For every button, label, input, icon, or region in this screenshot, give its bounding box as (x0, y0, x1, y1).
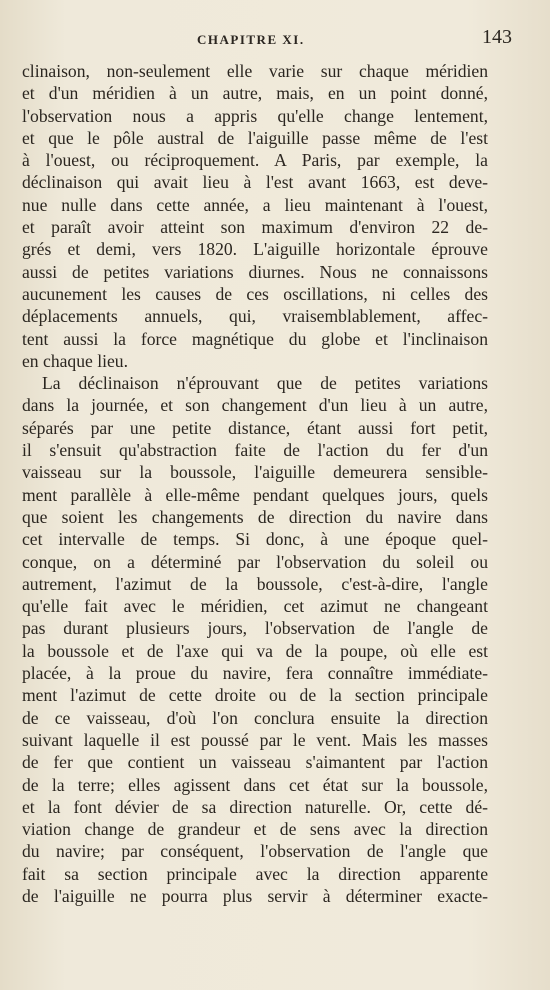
text-line: clinaison, non-seulement elle varie sur chaque méridien (22, 61, 488, 81)
text-line: de fer que contient un vaisseau s'aimantent par l'action (22, 752, 488, 773)
text-line: de ce vaisseau, d'où l'on conclura ensuite la direction (22, 707, 488, 728)
text-line: vaisseau sur la boussole, l'aiguille demeurera sensible- (22, 462, 488, 483)
text-line: ment l'azimut de cette droite ou de la section principale (22, 685, 488, 706)
page-header (0, 28, 550, 52)
text-line: la boussole et de l'axe qui va de la poupe, où elle est (22, 640, 488, 661)
body-text (22, 60, 488, 907)
text-line: nue nulle dans cette année, a lieu maintenant à l'ouest, (22, 194, 488, 215)
text-line: l'observation nous a appris qu'elle change lentement, (22, 105, 488, 126)
text-line: il s'ensuit qu'abstraction faite de l'action du fer d'un (22, 440, 488, 461)
text-line: aussi de petites variations diurnes. Nous ne connaissons (22, 261, 488, 282)
text-line: tent aussi la force magnétique du globe et l'inclinaison (22, 328, 488, 349)
text-line: que soient les changements de direction du navire dans (22, 506, 488, 527)
running-title: CHAPITRE XI. (197, 32, 305, 47)
text-line: déplacements annuels, qui, vraisemblablement, affec- (22, 306, 488, 327)
text-line: aucunement les causes de ces oscillations, ni celles des (22, 283, 488, 304)
text-line: viation change de grandeur et de sens avec la direction (22, 819, 488, 840)
text-line: et que le pôle austral de l'aiguille passe même de l'est (22, 127, 488, 148)
text-line: cet intervalle de temps. Si donc, à une époque quel- (22, 529, 488, 550)
text-line: en chaque lieu. (22, 350, 129, 371)
text-line: grés et demi, vers 1820. L'aiguille horizontale éprouve (22, 239, 488, 260)
text-line: conque, on a déterminé par l'observation du soleil ou (22, 551, 488, 572)
text-line: de l'aiguille ne pourra plus servir à déterminer exacte- (22, 885, 488, 906)
text-line: séparés par une petite distance, étant aussi fort petit, (22, 417, 488, 438)
text-line: La déclinaison n'éprouvant que de petites variations (42, 373, 488, 394)
text-line: de la terre; elles agissent dans cet état sur la boussole, (22, 774, 488, 795)
text-line: et paraît avoir atteint son maximum d'environ 22 de- (22, 217, 488, 238)
text-line: et la font dévier de sa direction naturelle. Or, cette dé- (22, 796, 488, 817)
text-line: fait sa section principale avec la direction apparente (22, 863, 488, 884)
page-number: 143 (482, 26, 512, 48)
text-line: pas durant plusieurs jours, l'observation de l'angle de (22, 618, 488, 639)
text-line: suivant laquelle il est poussé par le vent. Mais les masses (22, 729, 488, 750)
text-line: dans la journée, et son changement d'un lieu à un autre, (22, 395, 488, 416)
text-line: et d'un méridien à un autre, mais, en un point donné, (22, 83, 488, 104)
text-line: qu'elle fait avec le méridien, cet azimut ne changeant (22, 596, 488, 617)
text-line: déclinaison qui avait lieu à l'est avant 1663, est deve- (22, 172, 488, 193)
text-line: autrement, l'azimut de la boussole, c'est-à-dire, l'angle (22, 573, 488, 594)
text-line: à l'ouest, ou réciproquement. A Paris, par exemple, la (22, 150, 488, 171)
text-line: du navire; par conséquent, l'observation de l'angle que (22, 841, 488, 862)
text-line: ment parallèle à elle-même pendant quelques jours, quels (22, 484, 488, 505)
text-line: placée, à la proue du navire, fera connaître immédiate- (22, 663, 488, 684)
